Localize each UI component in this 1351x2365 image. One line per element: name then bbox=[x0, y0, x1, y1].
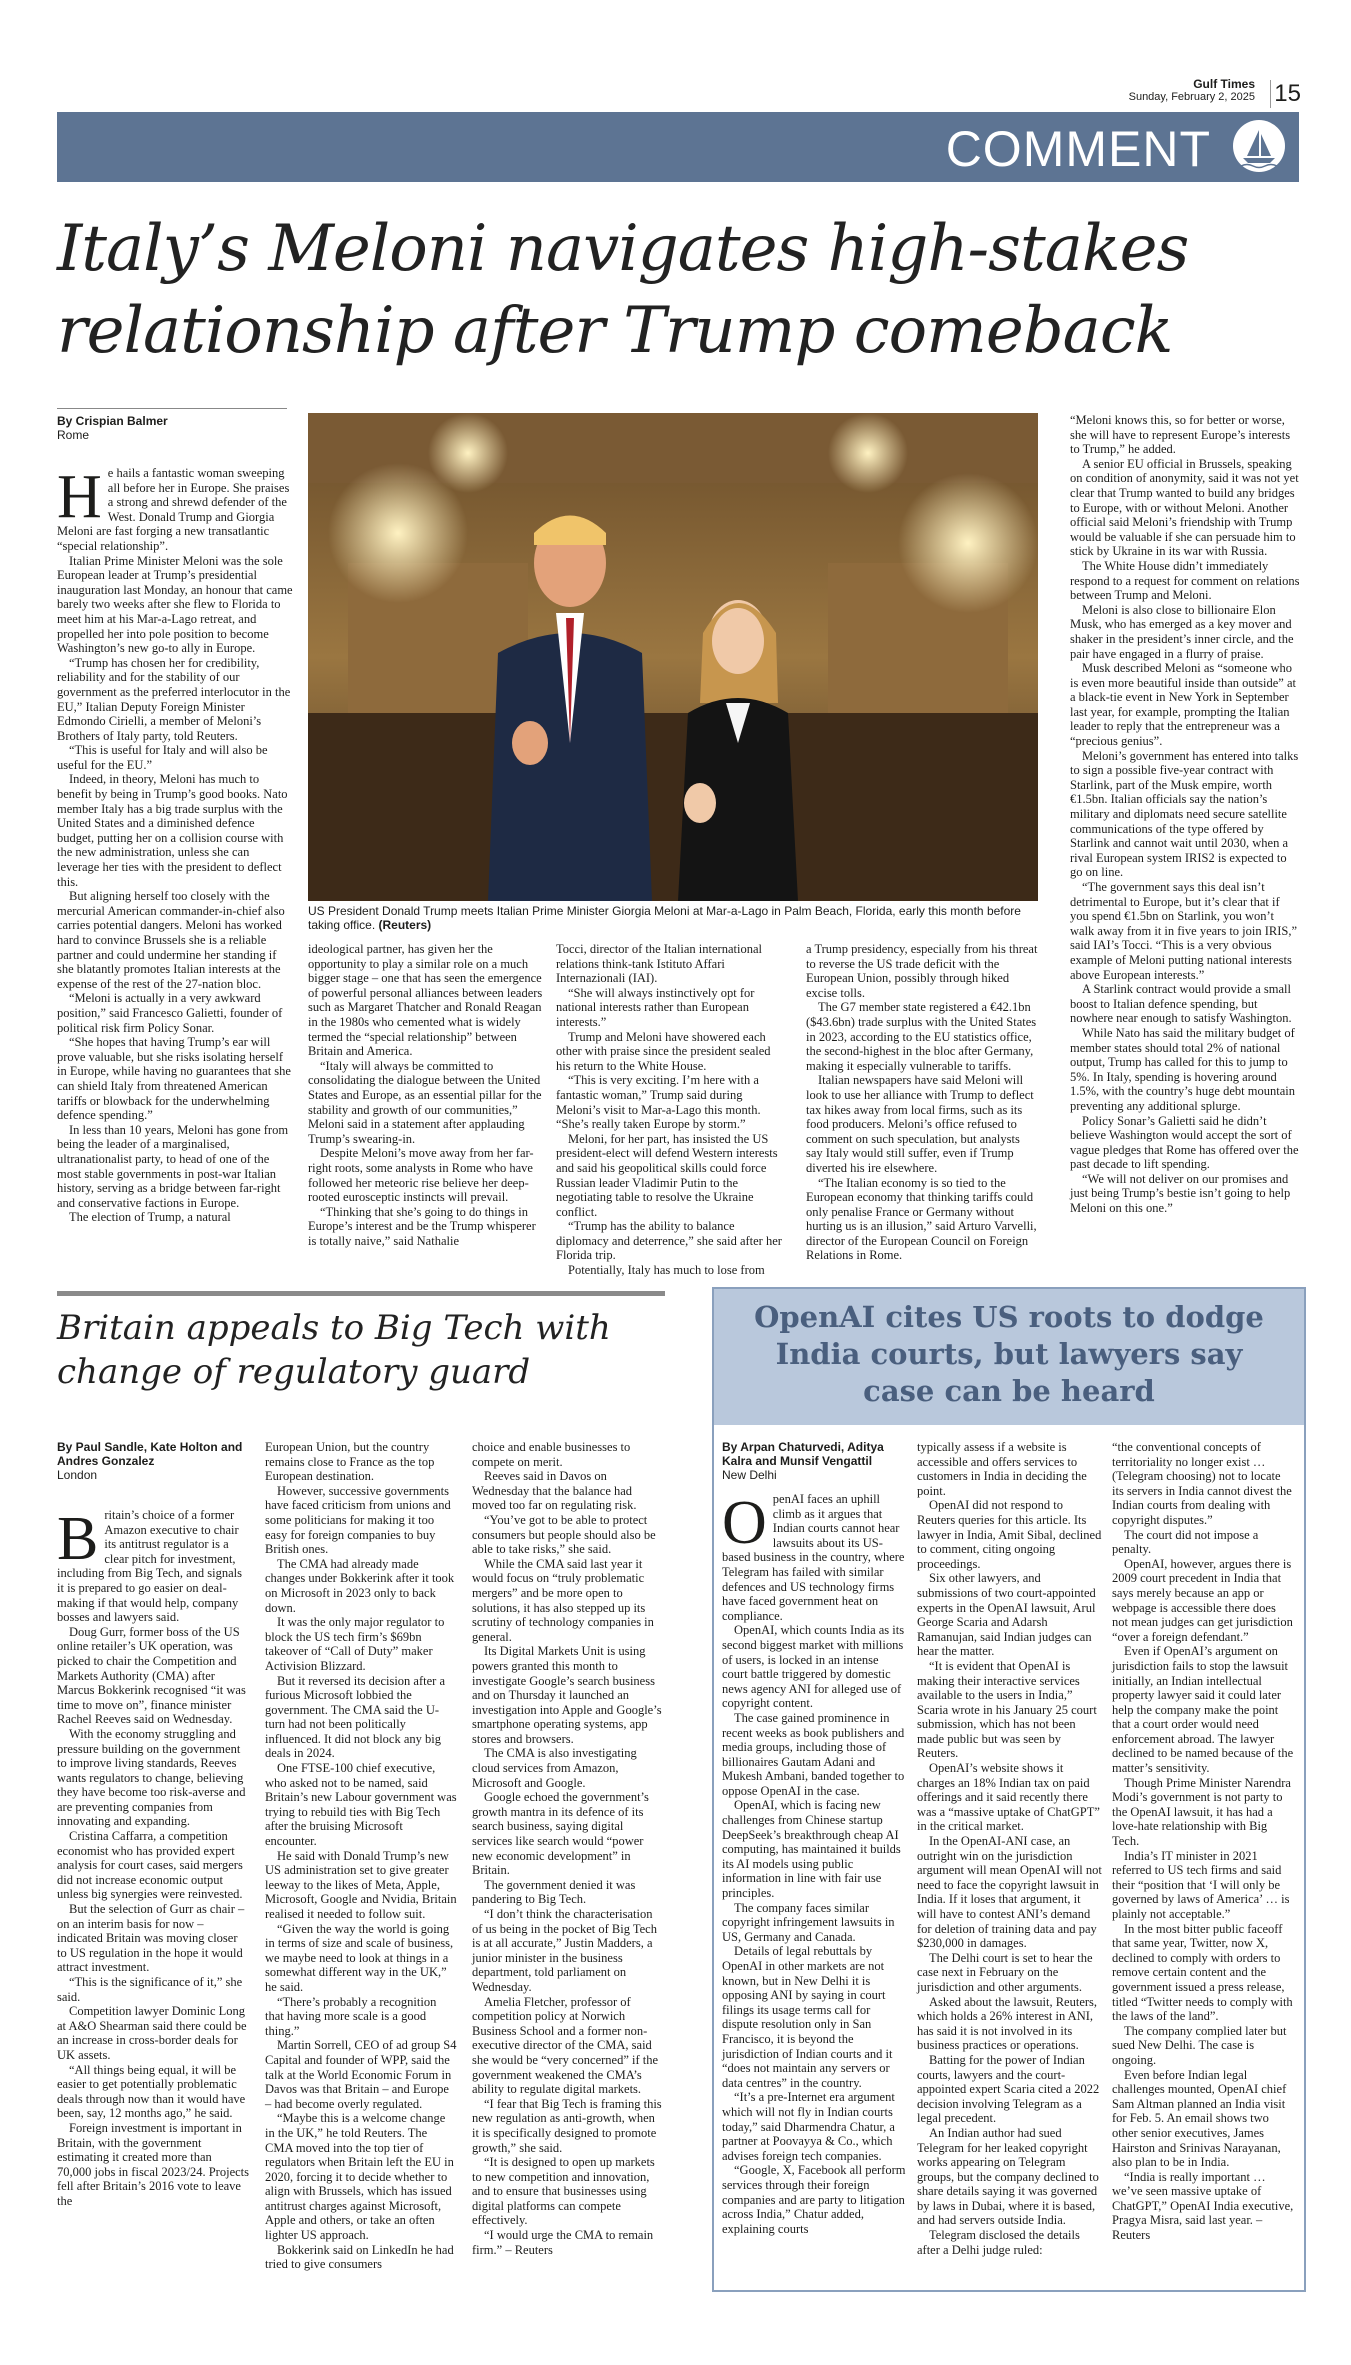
paragraph: “The Italian economy is so tied to the European economy that thinking tariffs could only penalise France or Germany without hurting us is an illusion,” said Arturo Varvelli, director of the European Council on Foreign Relations in Rome. bbox=[806, 1175, 1037, 1263]
drop-cap: B bbox=[57, 1505, 99, 1573]
paragraph: OpenAI, which is facing new challenges from Chinese startup DeepSeek’s breakthrough cheap AI computing, has maintained it builds its AI models using public information in line with fair use principles. bbox=[722, 1798, 901, 1901]
paragraph: Cristina Caffarra, a competition economist who has provided expert analysis for court cases, said mergers did not increase economic output unless big synergies were reinvested. bbox=[57, 1829, 243, 1902]
openai-headline-line-2: India courts, but lawyers say bbox=[775, 1337, 1243, 1371]
paragraph: The court did not impose a penalty. bbox=[1112, 1527, 1259, 1557]
paragraph: Amelia Fletcher, professor of competition policy at Norwich Business School and a former non-executive director of the CMA, said she would be “very concerned” if the government weakened the CMA’s ability to regulate digital markets. bbox=[472, 1994, 659, 2097]
paragraph: ideological partner, has given her the opportunity to play a similar role on a much bigger stage – one that has seen the emergence of powerful personal alliances between leaders such as Margaret Thatcher and Ronald Reagan in the 1980s who cemented what is widely termed the “special relationship” between Britain and America. bbox=[308, 942, 543, 1059]
paragraph: “Maybe this is a welcome change in the UK,” he told Reuters. The CMA moved into the top tier of regulators when Britain left the EU in 2020, forcing it to decide whether to align with Brussels, which has issued antitrust charges against Microsoft, Apple and others, or take an often lighter US approach. bbox=[265, 2111, 454, 2243]
paragraph: Despite Meloni’s move away from her far-right roots, some analysts in Rome who have followed her meteoric rise believe her deep-rooted eurosceptic instincts will prevail. bbox=[308, 1146, 534, 1205]
paragraph: “There’s probably a recognition that having more scale is a good thing.” bbox=[265, 1994, 437, 2038]
paragraph: But aligning herself too closely with the mercurial American commander-in-chief also carries potential dangers. Meloni has worked hard to convince Brussels she is a reliable partner and could undermine her standing if she blatantly promotes Italian interests at the expense of the rest of the 27-nation bloc. bbox=[57, 889, 285, 991]
paragraph: However, successive governments have faced criticism from unions and some politicians for making it too easy for foreign companies to buy British ones. bbox=[265, 1483, 451, 1557]
lead-headline-line-2: relationship after Trump comeback bbox=[57, 294, 1173, 368]
paragraph: “Italy will always be committed to consolidating the dialogue between the United States and Europe, as an essential pillar for the stability and growth of our communities,” Meloni said in a statement after applauding Trump’s swearing-in. bbox=[308, 1058, 542, 1146]
britain-headline bbox=[57, 1306, 667, 1394]
issue-date: Sunday, February 2, 2025 bbox=[1128, 91, 1255, 103]
paragraph: With the economy struggling and pressure building on the government to improve living standards, Reeves wants regulators to change, believing they have become too risk-averse and are preventing companies from innovating and expanding. bbox=[57, 1726, 246, 1829]
paragraph: He hails a fantastic woman sweeping all before her in Europe. She praises a strong and shrewd defender of the West. Donald Trump and Giorgia Meloni are fast forging a new transatlantic “special relationship”. bbox=[57, 463, 290, 553]
byline-rule bbox=[57, 408, 287, 409]
paragraph: It was the only major regulator to block the US tech firm’s $69bn takeover of “Call of Duty” maker Activision Blizzard. bbox=[265, 1615, 445, 1673]
paragraph: “I fear that Big Tech is framing this new regulation as anti-growth, when it is specifically designed to promote growth,” she said. bbox=[472, 2096, 662, 2155]
britain-location: London bbox=[57, 1468, 98, 1482]
lead-location: Rome bbox=[57, 428, 90, 442]
paragraph: Italian Prime Minister Meloni was the sole European leader at Trump’s presidential inauguration last Monday, an honour that came barely two weeks after she flew to Florida to meet him at his Mar-a-Lago retreat, and propelled her into pole position to become Washington’s new go-to ally in Europe. bbox=[57, 553, 293, 656]
sailboat-icon bbox=[1233, 120, 1285, 172]
masthead-divider bbox=[1270, 80, 1271, 108]
paragraph: European Union, but the country remains close to France as the top European destination. bbox=[265, 1440, 435, 1484]
paragraph: Britain’s choice of a former Amazon executive to chair its antitrust regulator is a clear pitch for investment, including from Big Tech, and signals it is prepared to go easier on deal-making if that would help, company bosses and lawyers said. bbox=[57, 1505, 242, 1625]
paragraph: OpenAI, however, argues there is 2009 court precedent in India that says merely because an app or webpage is accessible there does not mean judges can get jurisdiction “over a foreign defendant.” bbox=[1112, 1556, 1293, 1644]
openai-location: New Delhi bbox=[722, 1468, 777, 1482]
paragraph: Indeed, in theory, Meloni has much to benefit by being in Trump’s good books. Nato member Italy has a big trade surplus with the United States and a diminished defence budget, putting her on a collision course with the new administration, unless she can leverage her ties with the president to deflect this. bbox=[57, 772, 288, 889]
drop-cap: H bbox=[57, 463, 102, 531]
paragraph: Even if OpenAI’s argument on jurisdiction fails to stop the lawsuit initially, an Indian intellectual property lawyer said it could later help the company make the point that a court order would need enforcement abroad. The lawyer declined to be named because of the matter’s sensitivity. bbox=[1112, 1644, 1294, 1776]
paragraph: “I would urge the CMA to remain firm.” – Reuters bbox=[472, 2228, 654, 2257]
paragraph: “She hopes that having Trump’s ear will prove valuable, but she risks isolating herself in Europe, while having no guarantees that she can shield Italy from threatened American tariffs or blowback for the underwhelming defence spending.” bbox=[57, 1035, 291, 1123]
paragraph: “I don’t think the characterisation of us being in the pocket of Big Tech is at all accurate,” Justin Madders, a junior minister in the business department, told parliament on Wednesday. bbox=[472, 1907, 657, 1994]
paragraph: Though Prime Minister Narendra Modi’s government is not party to the OpenAI lawsuit, it has had a love-hate relationship with Big Tech. bbox=[1112, 1775, 1291, 1849]
paragraph: Potentially, Italy has much to lose from bbox=[568, 1263, 765, 1278]
paragraph: Meloni is also close to billionaire Elon Musk, who has emerged as a key mover and shaker in the president’s inner circle, and the pair have engaged in a flurry of praise. bbox=[1070, 602, 1294, 661]
paragraph: Its Digital Markets Unit is using powers granted this month to investigate Google’s search business and on Thursday it launched an investigation into Apple and Google’s smartphone operating systems, app stores and browsers. bbox=[472, 1644, 662, 1746]
openai-headline bbox=[724, 1299, 1294, 1410]
paragraph: In the OpenAI-ANI case, an outright win on the jurisdiction argument will mean OpenAI will not need to face the copyright lawsuit in India. If it loses that argument, it will have to contest ANI’s demand for deletion of training data and pay $230,000 in damages. bbox=[917, 1834, 1102, 1951]
openai-headline-line-3: case can be heard bbox=[863, 1374, 1155, 1408]
lead-column-2 bbox=[308, 942, 543, 1248]
britain-headline-line-2: change of regulatory guard bbox=[57, 1352, 531, 1392]
openai-column-3 bbox=[1112, 1440, 1294, 2243]
caption-text: US President Donald Trump meets Italian Prime Minister Giorgia Meloni at Mar-a-Lago in Palm Beach, Florida, early this month before taking office. bbox=[308, 904, 1021, 932]
paragraph: But the selection of Gurr as chair – on an interim basis for now – indicated Britain was moving closer to US regulation in the hope it would attract investment. bbox=[57, 1902, 245, 1975]
britain-column-3 bbox=[472, 1440, 664, 2257]
lead-photo bbox=[308, 413, 1038, 901]
paragraph: The CMA is also investigating cloud services from Amazon, Microsoft and Google. bbox=[472, 1746, 637, 1790]
openai-headline-line-1: OpenAI cites US roots to dodge bbox=[754, 1300, 1264, 1334]
paragraph: Musk described Meloni as “someone who is even more beautiful inside than outside” at a black-tie event in New York in September last year, for example, prompting the Italian leader to reply that the entrepreneur was a “precious genius”. bbox=[1070, 661, 1296, 749]
britain-headline-line-1: Britain appeals to Big Tech with bbox=[57, 1308, 611, 1348]
paragraph: Foreign investment is important in Britain, with the government estimating it created more than 70,000 jobs in fiscal 2023/24. Projects fell after Britain’s 2016 vote to leave the bbox=[57, 2120, 249, 2208]
section-label: COMMENT bbox=[945, 121, 1211, 177]
caption-credit: (Reuters) bbox=[378, 918, 432, 932]
britain-top-bar bbox=[57, 1291, 665, 1296]
paragraph: OpenAI, which counts India as its second biggest market with millions of users, is locked in an intense court battle triggered by domestic news agency ANI for alleged use of copyright content. bbox=[722, 1623, 905, 1711]
paragraph: But it reversed its decision after a furious Microsoft lobbied the government. The CMA said the U-turn had not been politically influenced. It did not block any big deals in 2024. bbox=[265, 1673, 445, 1761]
drop-cap: O bbox=[722, 1489, 767, 1557]
paragraph: “India is really important … we’ve seen massive uptake of ChatGPT,” OpenAI India executive, Pragya Misra, said last year. – Reuters bbox=[1112, 2169, 1294, 2243]
paragraph: Meloni, for her part, has insisted the US president-elect will defend Western interests and said his geopolitical skills could force Russian leader Vladimir Putin to the negotiating table to resolve the Ukraine conflict. bbox=[556, 1131, 778, 1219]
lead-column-3 bbox=[556, 942, 788, 1278]
paragraph: “Trump has chosen her for credibility, reliability and for the stability of our government as the preferred interlocutor in the EU,” Italian Deputy Foreign Minister Edmondo Cirielli, a member of Meloni’s Brothers of Italy party, told Reuters. bbox=[57, 655, 291, 743]
paragraph: While the CMA said last year it would focus on “truly problematic mergers” and be more open to solutions, it has also stepped up its scrutiny of technology companies in general. bbox=[472, 1556, 654, 1644]
paragraph: “We will not deliver on our promises and just being Trump’s bestie isn’t going to help Meloni on this one.” bbox=[1070, 1171, 1291, 1216]
paragraph: Italian newspapers have said Meloni will look to use her alliance with Trump to deflect tax hikes away from local firms, such as its food producers. Meloni’s office refused to comment on such speculation, but analysts say Italy would still suffer, even if Trump diverted his ire elsewhere. bbox=[806, 1073, 1034, 1175]
section-banner bbox=[57, 112, 1299, 182]
paragraph: “Thinking that she’s going to do things in Europe’s interest and be the Trump whisperer is totally naive,” said Nathalie bbox=[308, 1204, 536, 1248]
paragraph: Policy Sonar’s Galietti said he didn’t believe Washington would accept the sort of vague pledges that Rome has offered over the past decade to lift spending. bbox=[1070, 1113, 1299, 1172]
paragraph: OpenAI’s website shows it charges an 18% Indian tax on paid offerings and it said recently there was a “massive uptake of ChatGPT” in the critical market. bbox=[917, 1761, 1100, 1834]
paragraph: Tocci, director of the Italian international relations think-tank Istituto Affari Internazionali (IAI). bbox=[556, 942, 762, 986]
paragraph: “Given the way the world is going in terms of size and scale of business, we maybe need to look at things in a somewhat different way in the UK,” he said. bbox=[265, 1921, 454, 1994]
paragraph: He said with Donald Trump’s new US administration set to give greater leeway to the likes of Meta, Apple, Microsoft, Google and Nvidia, Britain realised it needed to follow suit. bbox=[265, 1848, 457, 1921]
paragraph: “Meloni is actually in a very awkward position,” said Francesco Galietti, founder of political risk firm Policy Sonar. bbox=[57, 991, 283, 1035]
britain-byline bbox=[57, 1440, 247, 1482]
paragraph: The company complied later but sued New Delhi. The case is ongoing. bbox=[1112, 2023, 1287, 2067]
lead-headline bbox=[57, 208, 1297, 372]
openai-authors: By Arpan Chaturvedi, Aditya Kalra and Munsif Vengattil bbox=[722, 1440, 884, 1468]
paragraph: Bokkerink said on LinkedIn he had tried to give consumers bbox=[265, 2242, 454, 2272]
paragraph: In less than 10 years, Meloni has gone from being the leader of a marginalised, ultranationalist party, to head of one of the most stable governments in post-war Italian history, serving as a bridge between far-right and conservative factions in Europe. bbox=[57, 1122, 289, 1210]
paragraph: The case gained prominence in recent weeks as book publishers and media groups, including those of billionaires Gautam Adani and Mukesh Ambani, banded together to oppose OpenAI in the case. bbox=[722, 1710, 905, 1798]
paragraph: “This is useful for Italy and will also be useful for the EU.” bbox=[57, 743, 268, 772]
paragraph: A senior EU official in Brussels, speaking on condition of anonymity, said it was not yet clear that Trump wanted to build any bridges to Europe, with or without Meloni. Another official said Meloni’s friendship with Trump would be valuable if she can persuade him to stick by Ukraine in its war with Russia. bbox=[1070, 456, 1299, 559]
paragraph: typically assess if a website is accessible and offers services to customers in India in deciding the point. bbox=[917, 1440, 1087, 1498]
paragraph: One FTSE-100 chief executive, who asked not to be named, said Britain’s new Labour government was trying to rebuild ties with Big Tech after the bruising Microsoft encounter. bbox=[265, 1761, 457, 1849]
paragraph: “Trump has the ability to balance diplomacy and deterrence,” she said after her Florida trip. bbox=[556, 1219, 782, 1263]
masthead-paper bbox=[1129, 78, 1255, 104]
lead-author: By Crispian Balmer bbox=[57, 414, 168, 428]
paragraph: “The government says this deal isn’t detrimental to Europe, but it’s clear that if you spend €1.5bn on Starlink, you won’t walk away from it in five years to join IRIS,” said IAI’s Tocci. “This is a very obvious example of Meloni putting national interests above European interests.” bbox=[1070, 880, 1298, 982]
photo-caption bbox=[308, 904, 1038, 932]
paragraph: India’s IT minister in 2021 referred to US tech firms and said their “position that ‘I will only be governed by laws of America’ … is plainly not acceptable.” bbox=[1112, 1848, 1290, 1921]
paragraph: Trump and Meloni have showered each other with praise since the president sealed his return to the White House. bbox=[556, 1029, 771, 1073]
paragraph: Six other lawyers, and submissions of two court-appointed experts in the OpenAI lawsuit, Arul George Scaria and Adarsh Ramanujan, said Indian judges can hear the matter. bbox=[917, 1571, 1096, 1659]
paragraph: The CMA had already made changes under Bokkerink after it took on Microsoft in 2023 only to back down. bbox=[265, 1556, 455, 1615]
lead-byline bbox=[57, 414, 287, 442]
paragraph: While Nato has said the military budget of member states should total 2% of national output, Trump has called for this to jump to 5%. In Italy, spending is hovering around 1.5%, with the country’s huge debt mountain preventing any additional splurge. bbox=[1070, 1025, 1295, 1113]
paragraph: OpenAI did not respond to Reuters queries for this article. Its lawyer in India, Amit Sibal, declined to comment, citing ongoing proceedings. bbox=[917, 1498, 1102, 1571]
lead-headline-line-1: Italy’s Meloni navigates high-stakes bbox=[57, 212, 1189, 286]
paragraph: An Indian author had sued Telegram for her leaked copyright works appearing on Telegram groups, but the company declined to share details saying it was governed by laws in Dubai, where it is based, and had servers outside India. bbox=[917, 2125, 1099, 2228]
paragraph: Meloni’s government has entered into talks to sign a possible five-year contract with Starlink, part of the Musk empire, worth €1.5bn. Italian officials say the nation’s military and diplomats need secure satellite communications of the type offered by Starlink and cannot wait until 2030, when a rival European system IRIS2 is expected to go on line. bbox=[1070, 748, 1299, 880]
paragraph: OpenAI faces an uphill climb as it argues that Indian courts cannot hear lawsuits about its US-based business in the country, where Telegram has failed with similar defences and US technology firms have faced government heat on compliance. bbox=[722, 1489, 905, 1623]
paragraph: Competition lawyer Dominic Long at A&O Shearman said there could be an increase in cross-border deals for UK assets. bbox=[57, 2004, 247, 2062]
paragraph: “This is the significance of it,” she said. bbox=[57, 1975, 243, 2004]
paragraph: A Starlink contract would provide a small boost to Italian defence spending, but nowhere near enough to satisfy Washington. bbox=[1070, 982, 1292, 1026]
lead-column-1 bbox=[57, 463, 293, 1225]
paragraph: Telegram disclosed the details after a Delhi judge ruled: bbox=[917, 2228, 1080, 2257]
paragraph: “Google, X, Facebook all perform services through their foreign companies and are party to litigation across India,” Chatur added, explaining courts bbox=[722, 2163, 906, 2236]
paragraph: “This is very exciting. I’m here with a fantastic woman,” Trump said during Meloni’s visit to Mar-a-Lago this month. “She’s really taken Europe by storm.” bbox=[556, 1073, 761, 1132]
paragraph: The Delhi court is set to hear the case next in February on the jurisdiction and other arguments. bbox=[917, 1950, 1093, 1994]
paragraph: The White House didn’t immediately respond to a request for comment on relations between Trump and Meloni. bbox=[1070, 558, 1300, 603]
paragraph: “You’ve got to be able to protect consumers but people should also be able to take risks,” she said. bbox=[472, 1512, 656, 1557]
paragraph: Asked about the lawsuit, Reuters, which holds a 26% interest in ANI, has said it is not involved in its business practices or operations. bbox=[917, 1994, 1098, 2053]
paragraph: “Meloni knows this, so for better or worse, she will have to represent Europe’s interests to Trump,” he added. bbox=[1070, 413, 1291, 457]
paragraph: “It is evident that OpenAI is making their interactive services available to the users in India,” Scaria wrote in his January 25 court submission, which has not been made public but was seen by Reuters. bbox=[917, 1658, 1097, 1761]
paragraph: Batting for the power of Indian courts, lawyers and the court-appointed expert Scaria cited a 2022 decision involving Telegram as a legal precedent. bbox=[917, 2052, 1100, 2126]
lead-column-5 bbox=[1070, 413, 1300, 1216]
paragraph: “It’s a pre-Internet era argument which will not fly in Indian courts today,” said Dharmendra Chatur, a partner at Poovayya & Co., which advises foreign tech companies. bbox=[722, 2090, 895, 2163]
britain-column-1 bbox=[57, 1505, 249, 2209]
paragraph: The G7 member state registered a €42.1bn ($43.6bn) trade surplus with the United States in 2023, according to the EU statistics office, the second-highest in the bloc after Germany, making it especially vulnerable to tariffs. bbox=[806, 1000, 1037, 1073]
paragraph: Doug Gurr, former boss of the US online retailer’s UK operation, was picked to chair the Competition and Markets Authority (CMA) after Marcus Bokkerink recognised “it was time to move on”, finance minister Rachel Reeves said on Wednesday. bbox=[57, 1624, 246, 1727]
page-number: 15 bbox=[1274, 80, 1301, 107]
paper-name: Gulf Times bbox=[1193, 77, 1255, 91]
paragraph: “the conventional concepts of territoriality no longer exist … (Telegram choosing) not to locate its servers in India cannot divest the Indian courts from dealing with copyright disputes.” bbox=[1112, 1440, 1292, 1527]
paragraph: Even before Indian legal challenges mounted, OpenAI chief Sam Altman planned an India visit for Feb. 5. An email shows two other senior executives, James Hairston and Srinivas Narayanan, also plan to be in India. bbox=[1112, 2067, 1287, 2170]
paragraph: choice and enable businesses to compete on merit. bbox=[472, 1440, 631, 1469]
paragraph: “It is designed to open up markets to new competition and innovation, and to ensure that businesses using digital platforms can compete effectively. bbox=[472, 2155, 655, 2228]
paragraph: The election of Trump, a natural bbox=[69, 1210, 231, 1225]
paragraph: The government denied it was pandering to Big Tech. bbox=[472, 1877, 636, 1907]
openai-header-panel bbox=[714, 1289, 1304, 1425]
paragraph: Martin Sorrell, CEO of ad group S4 Capital and founder of WPP, said the talk at the World Economic Forum in Davos was that Britain – and Europe – had become overly regulated. bbox=[265, 2038, 457, 2111]
openai-byline bbox=[722, 1440, 907, 1482]
paragraph: “She will always instinctively opt for national interests rather than European interests.” bbox=[556, 985, 755, 1029]
openai-column-1 bbox=[722, 1489, 907, 2236]
paragraph: In the most bitter public faceoff that same year, Twitter, now X, declined to comply with orders to remove certain content and the government issued a press release, titled “Twitter needs to comply with the laws of the land”. bbox=[1112, 1921, 1293, 2024]
paragraph: The company faces similar copyright infringement lawsuits in US, Germany and Canada. bbox=[722, 1900, 895, 1944]
britain-column-2 bbox=[265, 1440, 457, 2272]
lead-column-4 bbox=[806, 942, 1038, 1263]
openai-column-2 bbox=[917, 1440, 1102, 2257]
paragraph: Reeves said in Davos on Wednesday that the balance had moved too far on regulating risk. bbox=[472, 1469, 637, 1513]
britain-authors: By Paul Sandle, Kate Holton and Andres Gonzalez bbox=[57, 1440, 243, 1468]
paragraph: Details of legal rebuttals by OpenAI in other markets are not known, but in New Delhi it is opposing ANI by saying in court filings its usage terms call for dispute resolution only in San Francisco, it is beyond the jurisdiction of Indian courts and it “does not maintain any servers or data centres” in the country. bbox=[722, 1944, 893, 2090]
paragraph: Google echoed the government’s growth mantra in its defence of its search business, saying digital services like search would “power new economic development” in Britain. bbox=[472, 1790, 649, 1878]
paragraph: “All things being equal, it will be easier to get potentially problematic deals through now than it would have been, say, 12 months ago,” he said. bbox=[57, 2062, 246, 2121]
paragraph: a Trump presidency, especially from his threat to reverse the US trade deficit with the European Union, possibly through hiked excise tolls. bbox=[806, 942, 1038, 1000]
